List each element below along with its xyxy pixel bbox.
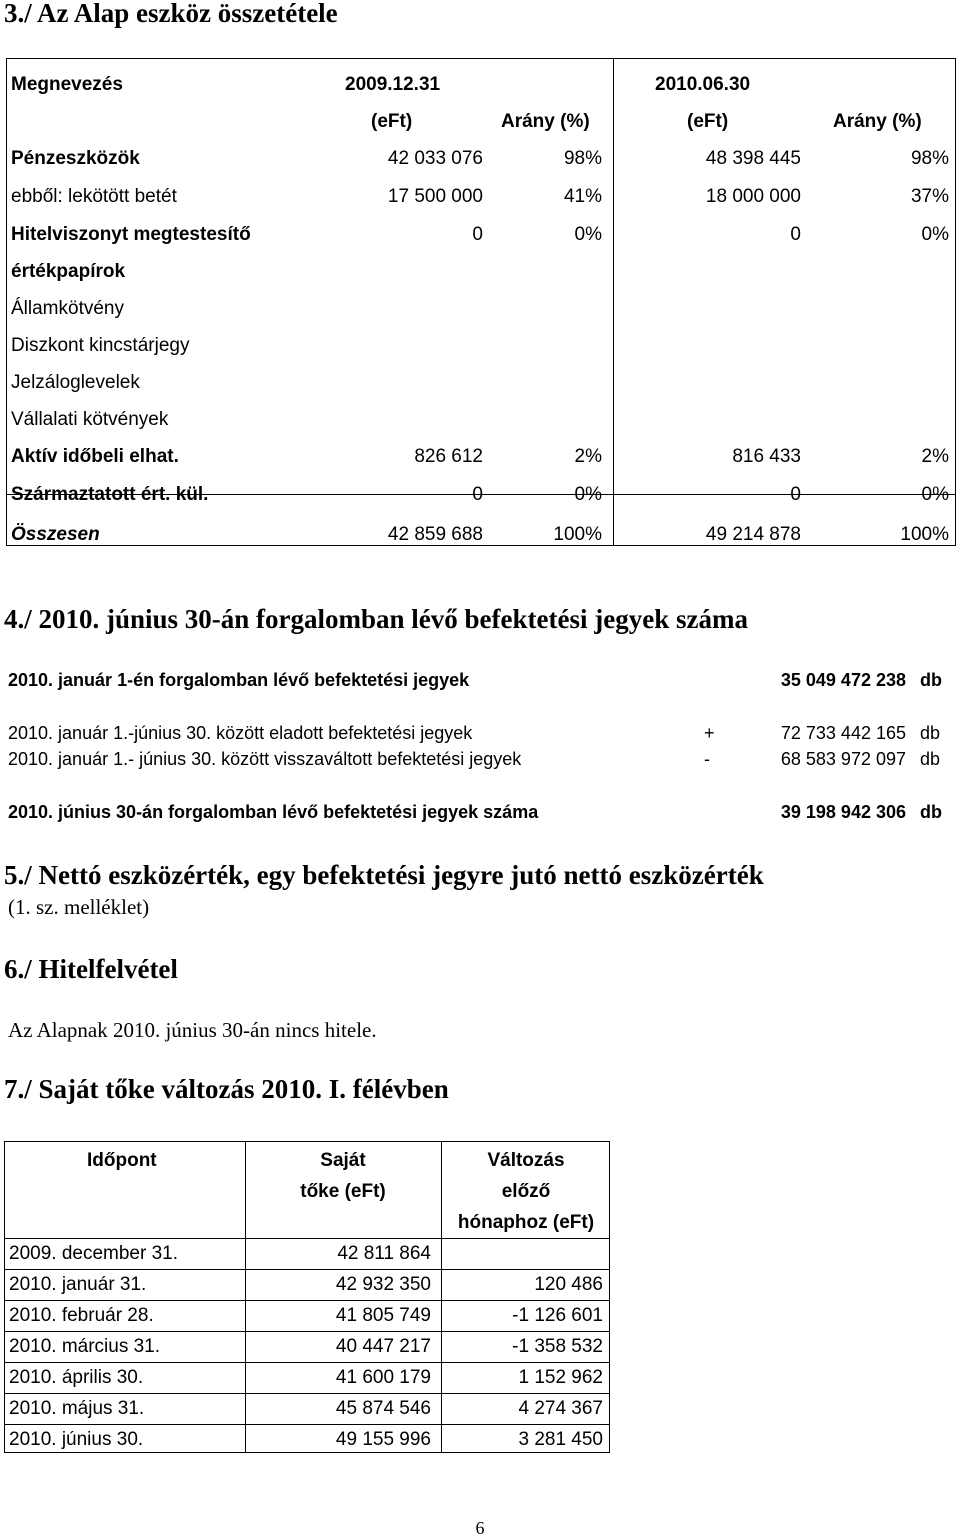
total-label: Összesen — [11, 524, 100, 545]
section6-text: Az Alapnak 2010. június 30-án nincs hitele. — [8, 1018, 377, 1042]
table-row-equity: 42 932 350 — [335, 1274, 431, 1295]
asset-composition-table — [6, 58, 956, 546]
table-row-equity: 41 805 749 — [335, 1305, 431, 1326]
equity-change-table — [4, 1141, 610, 1453]
section7-title: 7./ Saját tőke változás 2010. I. félévben — [4, 1074, 449, 1104]
table-row-date: 2009. december 31. — [9, 1243, 179, 1264]
total-value-2009: 42 859 688 — [387, 524, 483, 545]
header-name: Megnevezés — [11, 74, 123, 95]
table-row-name: Jelzáloglevelek — [11, 372, 140, 393]
list-item-label: 2010. január 1.-június 30. között eladott befektetési jegyek — [8, 723, 473, 743]
header-equity-line1: Saját — [320, 1150, 366, 1171]
list-item-unit: db — [920, 670, 942, 690]
header-eft-1: (eFt) — [371, 111, 413, 132]
list-item-value: 68 583 972 097 — [780, 749, 906, 769]
table-row-name: Hitelviszonyt megtestesítő — [11, 224, 251, 245]
table-row-change: 3 281 450 — [518, 1429, 603, 1450]
section3-title: 3./ Az Alap eszköz összetétele — [4, 0, 338, 28]
table-row-date: 2010. január 31. — [9, 1274, 147, 1295]
table-divider — [5, 1424, 609, 1425]
table-row-name: Pénzeszközök — [11, 148, 140, 169]
table-row-ratio-2010: 0% — [921, 484, 949, 505]
table-row-ratio-2009: 41% — [563, 186, 602, 207]
total-value-2010: 49 214 878 — [705, 524, 801, 545]
table-row-name: értékpapírok — [11, 261, 126, 282]
table-row-value-2009: 17 500 000 — [387, 186, 483, 207]
list-item-label: 2010. január 1-én forgalomban lévő befektetési jegyek — [8, 670, 470, 690]
table-row-ratio-2009: 2% — [574, 446, 602, 467]
table-divider — [5, 1362, 609, 1363]
table-row-ratio-2010: 37% — [910, 186, 949, 207]
list-item-value: 35 049 472 238 — [780, 670, 906, 690]
table-row-name: Származtatott ért. kül. — [11, 484, 209, 505]
header-ratio-1: Arány (%) — [501, 111, 590, 132]
table-row-value-2010: 0 — [790, 484, 801, 505]
table-row-equity: 40 447 217 — [335, 1336, 431, 1357]
table-row-equity: 49 155 996 — [335, 1429, 431, 1450]
list-item-unit: db — [920, 749, 941, 769]
table-divider — [613, 59, 614, 545]
list-item-unit: db — [920, 723, 941, 743]
table-row-value-2009: 42 033 076 — [387, 148, 483, 169]
header-change-line1: Változás — [487, 1150, 565, 1171]
table-row-change: 4 274 367 — [518, 1398, 603, 1419]
section6-title: 6./ Hitelfelvétel — [4, 954, 178, 984]
header-date-2009: 2009.12.31 — [345, 74, 441, 95]
table-row-equity: 45 874 546 — [335, 1398, 431, 1419]
table-row-change: -1 126 601 — [512, 1305, 603, 1326]
table-row-value-2010: 816 433 — [732, 446, 801, 467]
section5-title: 5./ Nettó eszközérték, egy befektetési jegyre jutó nettó eszközérték — [4, 860, 764, 890]
total-ratio-2009: 100% — [553, 524, 602, 545]
list-item-value: 39 198 942 306 — [780, 802, 906, 822]
table-row-change: -1 358 532 — [512, 1336, 603, 1357]
table-row-value-2009: 0 — [472, 224, 483, 245]
list-item-sign: + — [704, 723, 715, 743]
header-ratio-2: Arány (%) — [833, 111, 922, 132]
header-date: Időpont — [87, 1150, 157, 1171]
list-item-value: 72 733 442 165 — [780, 723, 906, 743]
table-row-value-2009: 0 — [472, 484, 483, 505]
table-divider — [5, 1300, 609, 1301]
header-equity-line2: tőke (eFt) — [300, 1181, 386, 1202]
table-row-value-2010: 48 398 445 — [705, 148, 801, 169]
header-change-line2: előző — [501, 1181, 551, 1202]
total-ratio-2010: 100% — [900, 524, 949, 545]
header-eft-2: (eFt) — [687, 111, 729, 132]
table-row-name: Vállalati kötvények — [11, 409, 169, 430]
table-row-ratio-2010: 2% — [921, 446, 949, 467]
table-row-name: ebből: lekötött betét — [11, 186, 177, 207]
table-divider — [5, 1331, 609, 1332]
list-item-label: 2010. június 30-án forgalomban lévő befektetési jegyek száma — [8, 802, 539, 822]
table-row-date: 2010. április 30. — [9, 1367, 144, 1388]
list-item-sign: - — [704, 749, 710, 769]
table-row-value-2009: 826 612 — [414, 446, 483, 467]
table-row-date: 2010. március 31. — [9, 1336, 161, 1357]
list-item-label: 2010. január 1.- június 30. között visszaváltott befektetési jegyek — [8, 749, 522, 769]
table-divider — [5, 1393, 609, 1394]
list-item-unit: db — [920, 802, 942, 822]
table-row-ratio-2010: 0% — [921, 224, 949, 245]
table-row-equity: 42 811 864 — [337, 1243, 431, 1264]
table-row-ratio-2009: 0% — [574, 224, 602, 245]
table-row-name: Aktív időbeli elhat. — [11, 446, 179, 467]
table-row-name: Államkötvény — [11, 298, 124, 319]
header-date-2010: 2010.06.30 — [655, 74, 751, 95]
table-row-ratio-2010: 98% — [910, 148, 949, 169]
table-row-ratio-2009: 98% — [563, 148, 602, 169]
section5-subtitle: (1. sz. melléklet) — [8, 895, 150, 919]
header-change-line3: hónaphoz (eFt) — [457, 1212, 595, 1233]
table-row-change: 1 152 962 — [518, 1367, 603, 1388]
table-row-date: 2010. június 30. — [9, 1429, 144, 1450]
page-number: 6 — [475, 1518, 485, 1538]
table-row-change: 120 486 — [534, 1274, 603, 1295]
table-row-date: 2010. május 31. — [9, 1398, 145, 1419]
table-row-equity: 41 600 179 — [335, 1367, 431, 1388]
table-row-date: 2010. február 28. — [9, 1305, 154, 1326]
table-row-value-2010: 18 000 000 — [705, 186, 801, 207]
table-divider — [5, 1269, 609, 1270]
table-divider — [5, 1238, 609, 1239]
table-row-value-2010: 0 — [790, 224, 801, 245]
table-row-ratio-2009: 0% — [574, 484, 602, 505]
section4-title: 4./ 2010. június 30-án forgalomban lévő befektetési jegyek száma — [4, 604, 748, 634]
table-row-name: Diszkont kincstárjegy — [11, 335, 190, 356]
